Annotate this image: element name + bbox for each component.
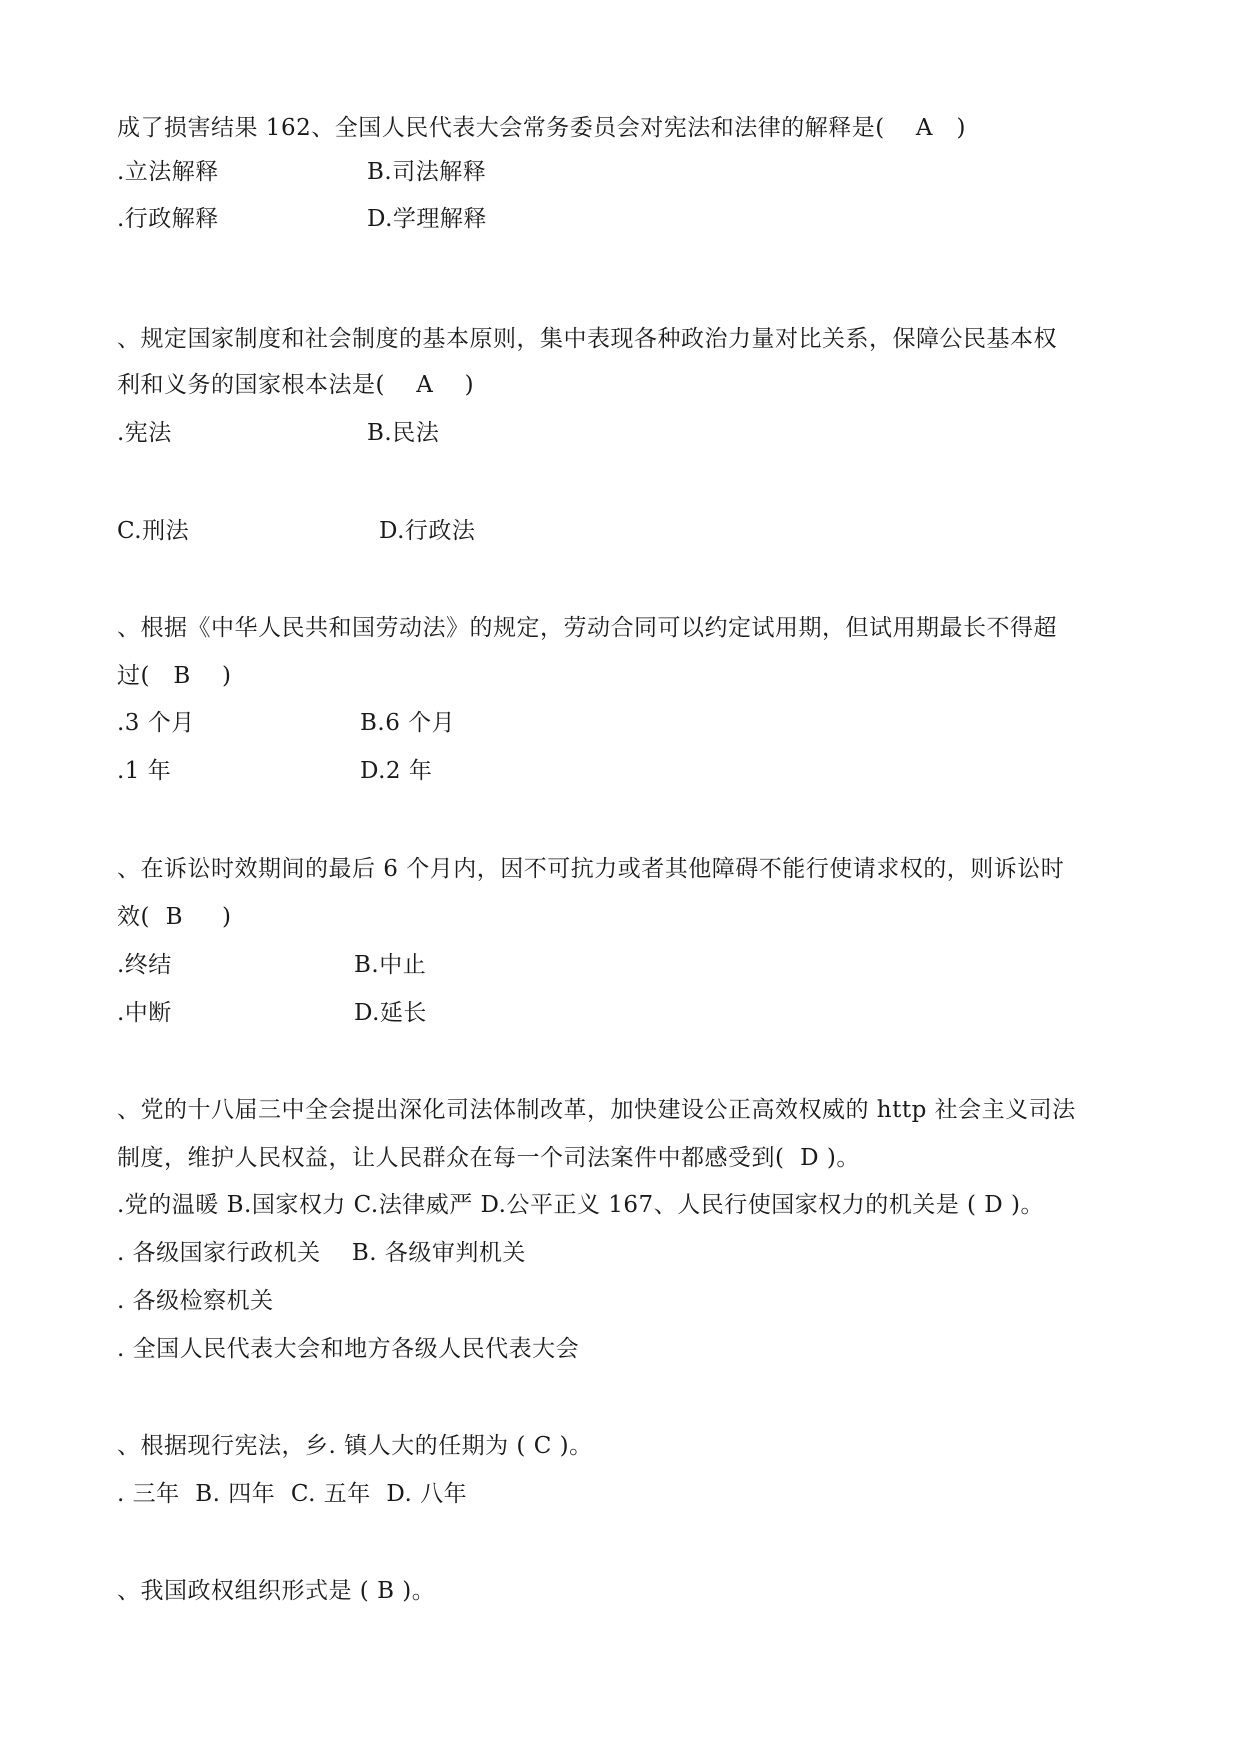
question-164-stem-line1: 、根据《中华人民共和国劳动法》的规定，劳动合同可以约定试用期，但试用期最长不得超 [117, 615, 1057, 641]
question-164-option-b: B.6 个月 [360, 710, 456, 736]
question-165-stem-line2: 效( B ) [117, 904, 232, 930]
question-166-stem-line1: 、党的十八届三中全会提出深化司法体制改革，加快建设公正高效权威的 http 社会主义司法 [117, 1097, 1076, 1123]
question-166-stem-line2: 制度，维护人民权益，让人民群众在每一个司法案件中都感受到( D )。 [117, 1145, 860, 1171]
question-165-option-c: .中断 [117, 1000, 172, 1026]
question-162-option-a: .立法解释 [117, 159, 219, 185]
question-166-options-and-167-stem: .党的温暖 B.国家权力 C.法律威严 D.公平正义 167、人民行使国家权力的机关是 ( D )。 [117, 1192, 1045, 1218]
question-164-stem-line2: 过( B ) [117, 663, 232, 689]
question-167-option-ab: . 各级国家行政机关 B. 各级审判机关 [117, 1240, 526, 1266]
question-162-stem: 成了损害结果 162、全国人民代表大会常务委员会对宪法和法律的解释是( A ) [117, 115, 966, 141]
question-163-option-d: D.行政法 [379, 518, 476, 544]
question-167-option-c: . 各级检察机关 [117, 1288, 274, 1314]
question-169-stem: 、我国政权组织形式是 ( B )。 [117, 1578, 436, 1604]
question-163-option-c: C.刑法 [117, 518, 190, 544]
question-162-option-b: B.司法解释 [367, 159, 487, 185]
question-163-option-b: B.民法 [367, 420, 440, 446]
question-165-option-a: .终结 [117, 952, 172, 978]
question-162-option-d: D.学理解释 [367, 206, 487, 232]
question-164-option-d: D.2 年 [360, 758, 433, 784]
question-165-option-b: B.中止 [354, 952, 427, 978]
question-165-stem-line1: 、在诉讼时效期间的最后 6 个月内，因不可抗力或者其他障碍不能行使请求权的，则诉讼时 [117, 856, 1065, 882]
question-163-option-a: .宪法 [117, 420, 172, 446]
question-163-stem-line1: 、规定国家制度和社会制度的基本原则，集中表现各种政治力量对比关系，保障公民基本权 [117, 326, 1057, 352]
question-167-option-d: . 全国人民代表大会和地方各级人民代表大会 [117, 1336, 580, 1362]
question-164-option-a: .3 个月 [117, 710, 195, 736]
question-164-option-c: .1 年 [117, 758, 172, 784]
question-168-stem: 、根据现行宪法，乡. 镇人大的任期为 ( C )。 [117, 1433, 593, 1459]
question-165-option-d: D.延长 [354, 1000, 427, 1026]
question-163-stem-line2: 利和义务的国家根本法是( A ) [117, 372, 475, 398]
question-168-options: . 三年 B. 四年 C. 五年 D. 八年 [117, 1481, 468, 1507]
question-162-option-c: .行政解释 [117, 206, 219, 232]
